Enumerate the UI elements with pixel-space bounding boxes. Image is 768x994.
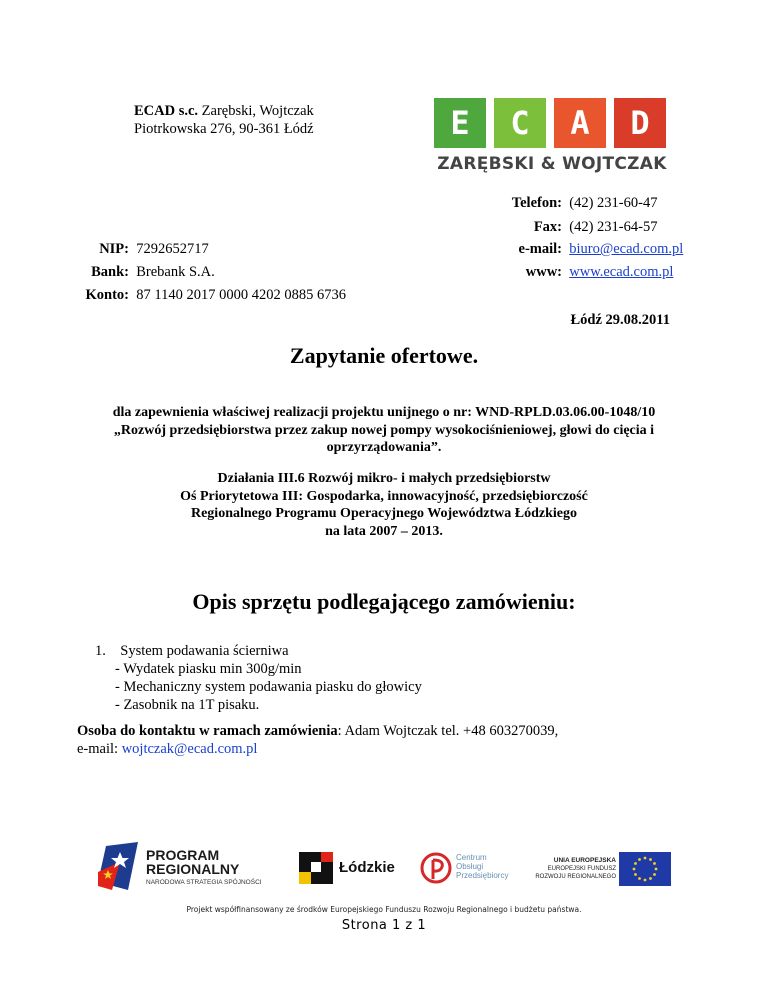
ecad-logo (432, 98, 672, 178)
email-row: e-mail: biuro@ecad.com.pl (518, 241, 684, 257)
email-link[interactable]: biuro@ecad.com.pl (569, 241, 684, 257)
company-address: Piotrkowska 276, 90-361 Łódź (134, 121, 314, 137)
program-regionalny-text: PROGRAM REGIONALNY (146, 847, 240, 877)
logo-tile-c: C (494, 98, 546, 148)
equipment-list (95, 642, 422, 714)
list-subitem: - Zasobnik na 1T pisaku. (115, 697, 260, 713)
program-regionalny-logo (98, 842, 278, 890)
cop-text: Centrum Obsługi Przedsiębiorcy (456, 853, 509, 880)
ue-text: UNIA EUROPEJSKA EUROPEJSKI FUNDUSZ ROZWOJU REGIONALNEGO (535, 857, 616, 880)
fax-value: (42) 231-64-57 (569, 219, 658, 235)
page-number: Strona 1 z 1 (341, 918, 427, 933)
telefon-value: (42) 231-60-47 (569, 195, 658, 211)
logo-subtitle: ZARĘBSKI & WOJTCZAK (437, 154, 667, 174)
lodzkie-logo (299, 852, 399, 886)
list-subitem: - Wydatek piasku min 300g/min (115, 661, 302, 677)
konto-row: Konto: 87 1140 2017 0000 4202 0885 6736 (85, 287, 346, 303)
logo-tile-d: D (614, 98, 666, 148)
company-name: ECAD s.c. Zarębski, Wojtczak (134, 103, 314, 119)
telefon-row: Telefon: (42) 231-60-47 (511, 195, 658, 211)
logo-tile-a: A (554, 98, 606, 148)
document-date: Łódź 29.08.2011 (570, 312, 670, 328)
lodzkie-text: Łódzkie (339, 859, 395, 876)
fax-row: Fax: (42) 231-64-57 (533, 219, 658, 235)
cop-logo (420, 851, 510, 887)
nip-row: NIP: 7292652717 (99, 241, 209, 257)
contact-person: Osoba do kontaktu w ramach zamówienia: Adam Wojtczak tel. +48 603270039, e-mail: wojtczak@ecad.com.pl (77, 723, 559, 757)
nip-value: 7292652717 (136, 241, 209, 257)
list-subitem: - Mechaniczny system podawania piasku do głowicy (115, 679, 422, 695)
logo-tile-e: E (434, 98, 486, 148)
program-regionalny-icon (98, 842, 142, 890)
konto-value: 87 1140 2017 0000 4202 0885 6736 (136, 287, 346, 303)
www-link[interactable]: www.ecad.com.pl (569, 264, 674, 280)
page-title: Zapytanie ofertowe. (289, 343, 479, 368)
project-description: dla zapewnienia właściwej realizacji projektu unijnego o nr: WND-RPLD.03.06.00-1048/10 „Rozwój przedsiębiorstwa przez zakup nowej pompy wysokociśnieniowej, głowi do cięcia i oprzyrządowania”. (112, 405, 656, 455)
footer-note: Projekt współfinansowany ze środków Europejskiego Funduszu Rozwoju Regionalnego i budżetu państwa. (186, 905, 582, 914)
program-regionalny-subtitle: NARODOWA STRATEGIA SPÓJNOŚCI (146, 879, 262, 886)
section-title: Opis sprzętu podlegającego zamówieniu: (192, 589, 576, 614)
lodzkie-icon (299, 852, 333, 884)
contact-email-link[interactable]: wojtczak@ecad.com.pl (121, 741, 258, 757)
www-row: www: www.ecad.com.pl (525, 264, 674, 280)
bank-row: Bank: Brebank S.A. (91, 264, 215, 280)
program-description: Działania III.6 Rozwój mikro- i małych przedsiębiorstw Oś Priorytetowa III: Gospodarka, innowacyjność, przedsiębiorczość Regionalnego Programu Operacyjnego Województwa Łódzkiego na lata 2007 – 2013. (180, 471, 588, 539)
company-block (134, 102, 314, 138)
eu-flag-icon (619, 852, 671, 886)
list-item: 1. System podawania ścierniwa (95, 643, 289, 659)
bank-value: Brebank S.A. (136, 264, 215, 280)
cop-icon (420, 851, 452, 885)
